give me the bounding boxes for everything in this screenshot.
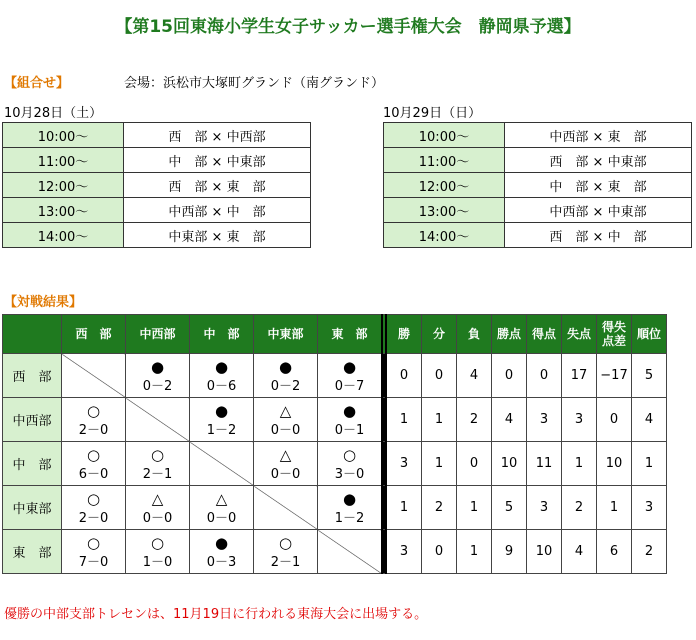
stat-value: 1 xyxy=(632,442,667,486)
stat-value: 0 xyxy=(527,354,562,398)
stat-value: 2 xyxy=(422,486,457,530)
day2-date: 10月29日（日） xyxy=(383,106,482,121)
result-mark: ○ xyxy=(150,445,165,464)
result-score: 0－0 xyxy=(142,510,173,526)
team-label: 中西部 xyxy=(3,398,62,442)
results-header: 【対戦結果】 xyxy=(4,295,83,310)
self-match-cell xyxy=(254,486,318,530)
venue-text: 会場：浜松市大塚町グランド（南グランド） xyxy=(124,76,385,91)
schedule-row xyxy=(384,173,692,198)
result-mark: ● xyxy=(278,357,293,376)
page-title: 【第15回東海小学生女子サッカー選手権大会 静岡県予選】 xyxy=(115,17,581,37)
match-result-cell xyxy=(126,530,190,574)
stat-value: 3 xyxy=(386,530,422,574)
result-score: 1－0 xyxy=(142,554,173,570)
opponent-header: 東 部 xyxy=(318,315,383,354)
day1-schedule-table xyxy=(2,122,311,248)
match-pairing: 中西部 × 中 部 xyxy=(124,198,311,223)
team-row xyxy=(3,442,667,486)
team-label: 東 部 xyxy=(3,530,62,574)
kumiawase-header: 【組合せ】 xyxy=(4,76,70,91)
result-score: 0－0 xyxy=(206,510,237,526)
result-mark: ● xyxy=(342,357,357,376)
schedule-row xyxy=(384,148,692,173)
stat-value: 10 xyxy=(527,530,562,574)
match-pairing: 西 部 × 中西部 xyxy=(124,123,311,148)
team-label: 西 部 xyxy=(3,354,62,398)
team-row xyxy=(3,354,667,398)
stat-value: 9 xyxy=(492,530,527,574)
result-score: 0－7 xyxy=(334,378,365,394)
match-pairing: 中西部 × 中東部 xyxy=(505,198,692,223)
stat-value: 4 xyxy=(492,398,527,442)
stat-value: 10 xyxy=(492,442,527,486)
stat-value: 0 xyxy=(386,354,422,398)
opponent-header: 西 部 xyxy=(62,315,126,354)
result-score: 0－3 xyxy=(206,554,237,570)
match-time: 11:00～ xyxy=(3,148,124,173)
match-result-cell xyxy=(254,354,318,398)
stat-header: 得点 xyxy=(527,315,562,354)
schedule-row xyxy=(3,223,311,248)
stat-value: 4 xyxy=(562,530,597,574)
stat-value: 5 xyxy=(632,354,667,398)
stat-value: 1 xyxy=(457,486,492,530)
result-score: 0－6 xyxy=(206,378,237,394)
self-match-cell xyxy=(62,354,126,398)
stat-value: 2 xyxy=(632,530,667,574)
schedule-row xyxy=(384,198,692,223)
stat-value: 3 xyxy=(386,442,422,486)
stat-value: 4 xyxy=(632,398,667,442)
match-time: 14:00～ xyxy=(384,223,505,248)
match-time: 10:00～ xyxy=(384,123,505,148)
match-result-cell xyxy=(318,398,383,442)
match-pairing: 中西部 × 東 部 xyxy=(505,123,692,148)
result-mark: ● xyxy=(214,533,229,552)
result-mark: ○ xyxy=(342,445,357,464)
result-mark: ● xyxy=(342,401,357,420)
stat-value: 3 xyxy=(527,398,562,442)
stat-value: 1 xyxy=(386,398,422,442)
match-result-cell xyxy=(254,398,318,442)
stat-value: −17 xyxy=(597,354,632,398)
footer-note: 優勝の中部支部トレセンは、11月19日に行われる東海大会に出場する。 xyxy=(4,607,428,622)
result-mark: ○ xyxy=(86,401,101,420)
match-time: 12:00～ xyxy=(3,173,124,198)
result-score: 2－0 xyxy=(78,422,109,438)
match-result-cell xyxy=(190,354,254,398)
match-time: 11:00～ xyxy=(384,148,505,173)
stat-value: 0 xyxy=(457,442,492,486)
match-pairing: 西 部 × 中東部 xyxy=(505,148,692,173)
stat-value: 1 xyxy=(422,442,457,486)
match-pairing: 西 部 × 東 部 xyxy=(124,173,311,198)
stat-value: 0 xyxy=(597,398,632,442)
match-result-cell xyxy=(318,442,383,486)
result-score: 1－2 xyxy=(206,422,237,438)
result-score: 1－2 xyxy=(334,510,365,526)
stat-value: 6 xyxy=(597,530,632,574)
result-score: 0－0 xyxy=(270,466,301,482)
result-score: 0－2 xyxy=(270,378,301,394)
match-result-cell xyxy=(126,486,190,530)
stat-value: 3 xyxy=(632,486,667,530)
match-result-cell xyxy=(254,442,318,486)
match-result-cell xyxy=(62,530,126,574)
match-result-cell xyxy=(318,354,383,398)
match-time: 13:00～ xyxy=(384,198,505,223)
self-match-cell xyxy=(190,442,254,486)
result-score: 3－0 xyxy=(334,466,365,482)
schedule-row xyxy=(3,173,311,198)
result-score: 0－0 xyxy=(270,422,301,438)
stat-value: 17 xyxy=(562,354,597,398)
stat-value: 0 xyxy=(492,354,527,398)
team-row xyxy=(3,486,667,530)
result-mark: ● xyxy=(342,489,357,508)
result-mark: △ xyxy=(151,489,164,508)
match-pairing: 中 部 × 中東部 xyxy=(124,148,311,173)
schedule-row xyxy=(384,123,692,148)
match-result-cell xyxy=(190,398,254,442)
match-pairing: 中 部 × 東 部 xyxy=(505,173,692,198)
result-mark: ○ xyxy=(86,533,101,552)
opponent-header: 中西部 xyxy=(126,315,190,354)
stat-value: 4 xyxy=(457,354,492,398)
schedule-row xyxy=(3,148,311,173)
match-result-cell xyxy=(62,442,126,486)
schedule-row xyxy=(3,198,311,223)
result-mark: ○ xyxy=(150,533,165,552)
result-score: 2－1 xyxy=(142,466,173,482)
result-score: 2－1 xyxy=(270,554,301,570)
stat-value: 0 xyxy=(422,354,457,398)
stat-value: 1 xyxy=(562,442,597,486)
match-result-cell xyxy=(318,486,383,530)
team-row xyxy=(3,530,667,574)
corner-cell xyxy=(3,315,62,354)
match-pairing: 中東部 × 東 部 xyxy=(124,223,311,248)
schedule-row xyxy=(384,223,692,248)
result-mark: ● xyxy=(214,401,229,420)
match-time: 14:00～ xyxy=(3,223,124,248)
result-mark: △ xyxy=(279,401,292,420)
match-time: 10:00～ xyxy=(3,123,124,148)
stat-value: 1 xyxy=(386,486,422,530)
team-label: 中東部 xyxy=(3,486,62,530)
match-time: 13:00～ xyxy=(3,198,124,223)
result-mark: ○ xyxy=(86,489,101,508)
result-mark: ● xyxy=(150,357,165,376)
results-table xyxy=(2,314,667,574)
match-pairing: 西 部 × 中 部 xyxy=(505,223,692,248)
result-mark: ○ xyxy=(86,445,101,464)
opponent-header: 中 部 xyxy=(190,315,254,354)
match-result-cell xyxy=(126,354,190,398)
match-result-cell xyxy=(62,486,126,530)
stat-value: 1 xyxy=(597,486,632,530)
stat-value: 1 xyxy=(457,530,492,574)
result-score: 2－0 xyxy=(78,510,109,526)
team-label: 中 部 xyxy=(3,442,62,486)
stat-value: 2 xyxy=(562,486,597,530)
match-result-cell xyxy=(62,398,126,442)
result-mark: ○ xyxy=(278,533,293,552)
stat-header: 順位 xyxy=(632,315,667,354)
results-header-row xyxy=(3,315,667,354)
stat-value: 3 xyxy=(527,486,562,530)
result-mark: ● xyxy=(214,357,229,376)
result-score: 6－0 xyxy=(78,466,109,482)
match-result-cell xyxy=(190,486,254,530)
schedule-row xyxy=(3,123,311,148)
match-result-cell xyxy=(190,530,254,574)
stat-value: 0 xyxy=(422,530,457,574)
stat-header: 失点 xyxy=(562,315,597,354)
match-result-cell xyxy=(126,442,190,486)
result-mark: △ xyxy=(279,445,292,464)
match-time: 12:00～ xyxy=(384,173,505,198)
result-score: 7－0 xyxy=(78,554,109,570)
stat-header: 分 xyxy=(422,315,457,354)
day1-date: 10月28日（土） xyxy=(4,106,103,121)
stat-value: 5 xyxy=(492,486,527,530)
result-mark: △ xyxy=(215,489,228,508)
match-result-cell xyxy=(254,530,318,574)
stat-header: 負 xyxy=(457,315,492,354)
stat-header: 得失点差 xyxy=(597,315,632,354)
opponent-header: 中東部 xyxy=(254,315,318,354)
self-match-cell xyxy=(126,398,190,442)
stat-header: 勝 xyxy=(386,315,422,354)
stat-header: 勝点 xyxy=(492,315,527,354)
stat-value: 1 xyxy=(422,398,457,442)
stat-value: 3 xyxy=(562,398,597,442)
stat-value: 10 xyxy=(597,442,632,486)
team-row xyxy=(3,398,667,442)
stat-value: 11 xyxy=(527,442,562,486)
result-score: 0－2 xyxy=(142,378,173,394)
day2-schedule-table xyxy=(383,122,692,248)
result-score: 0－1 xyxy=(334,422,365,438)
self-match-cell xyxy=(318,530,383,574)
stat-value: 2 xyxy=(457,398,492,442)
